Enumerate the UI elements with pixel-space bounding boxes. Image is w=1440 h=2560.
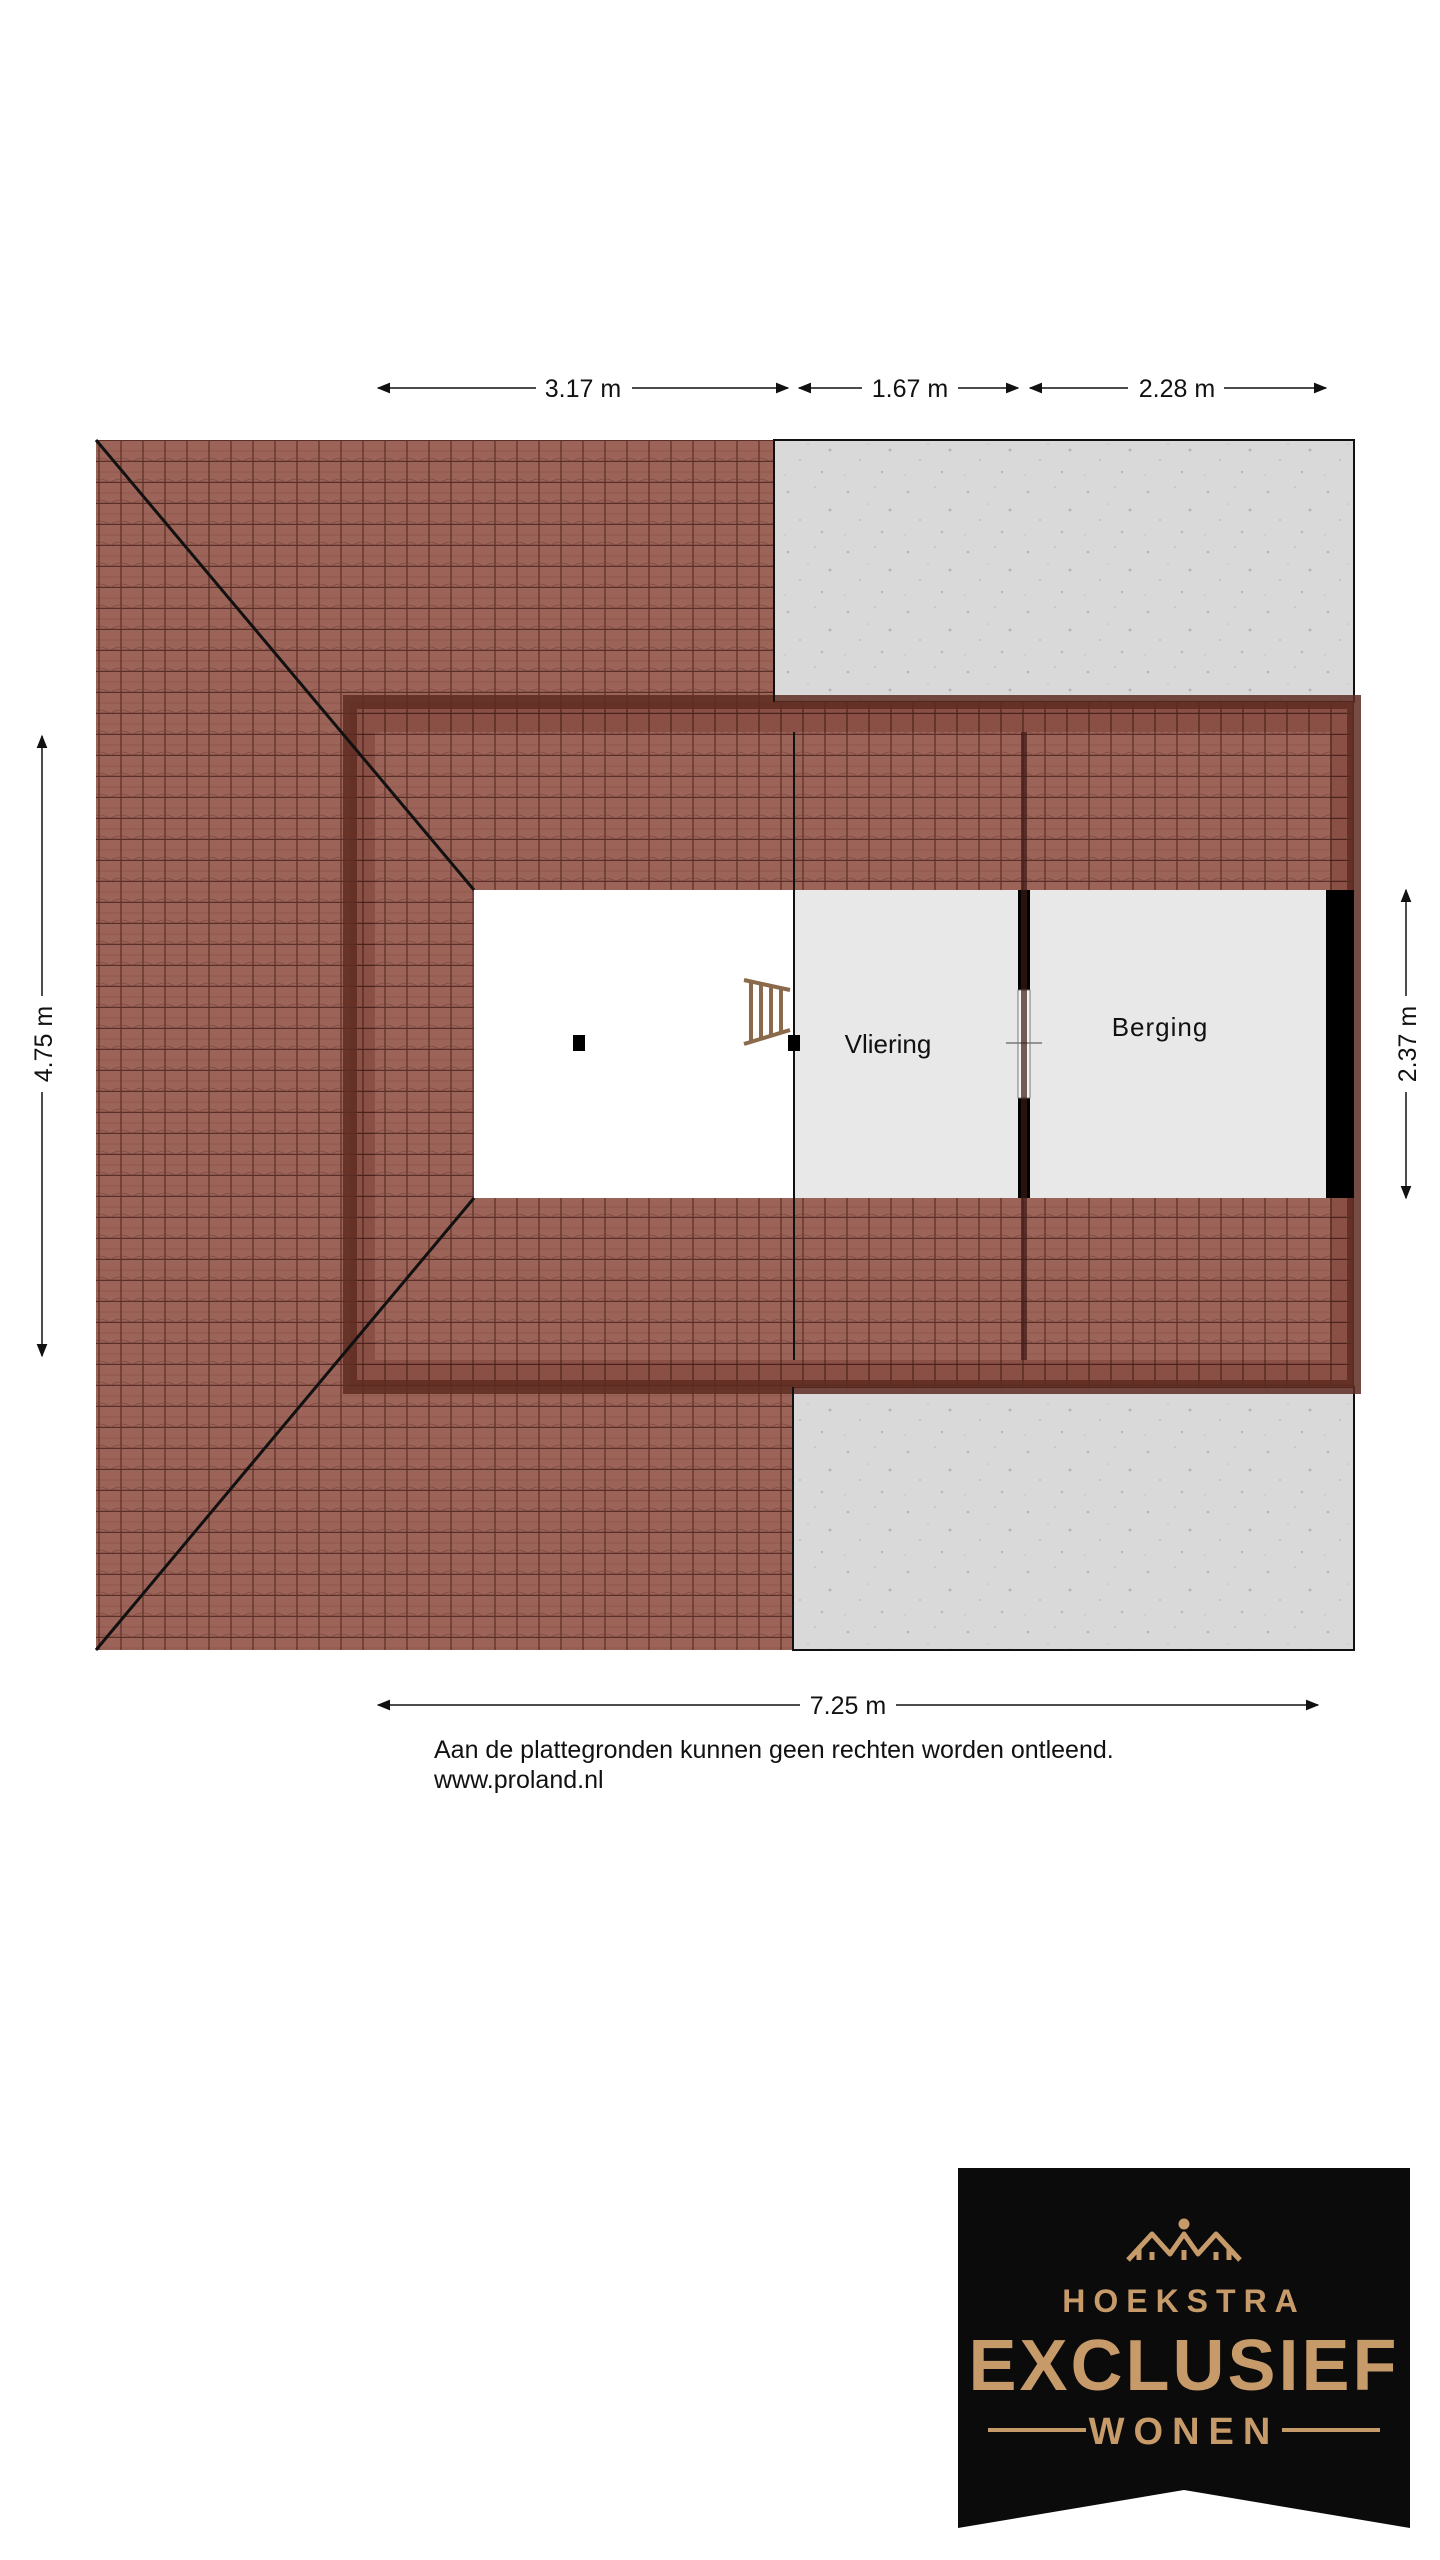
concrete-area-top (774, 440, 1354, 702)
wall-east (1326, 890, 1354, 1198)
room-label-vliering: Vliering (844, 1029, 932, 1059)
dimension-label-top-left: 3.17 m (544, 375, 622, 403)
hoekstra-logo (958, 2168, 1410, 2528)
post-marker (788, 1035, 800, 1051)
dimension-label-bottom: 7.25 m (809, 1692, 887, 1720)
disclaimer (434, 1735, 1114, 1795)
logo-text-wonen: WONEN (1088, 2411, 1280, 2453)
dimension-label-top-right: 2.28 m (1138, 375, 1216, 403)
website-text: www.proland.nl (434, 1766, 604, 1794)
dimension-label-right: 2.37 m (1394, 1005, 1422, 1083)
logo-text-exclusief: EXCLUSIEF (968, 2326, 1400, 2406)
dimension-label-left: 4.75 m (30, 1005, 58, 1083)
dimension-label-top-middle: 1.67 m (871, 375, 949, 403)
concrete-area-bottom (793, 1387, 1354, 1650)
room-berging (1030, 890, 1326, 1198)
post-marker (573, 1035, 585, 1051)
disclaimer-text: Aan de plattegronden kunnen geen rechten worden ontleend. (434, 1736, 1114, 1764)
room-label-berging: Berging (1111, 1012, 1209, 1042)
logo-text-hoekstra: HOEKSTRA (1062, 2283, 1306, 2319)
